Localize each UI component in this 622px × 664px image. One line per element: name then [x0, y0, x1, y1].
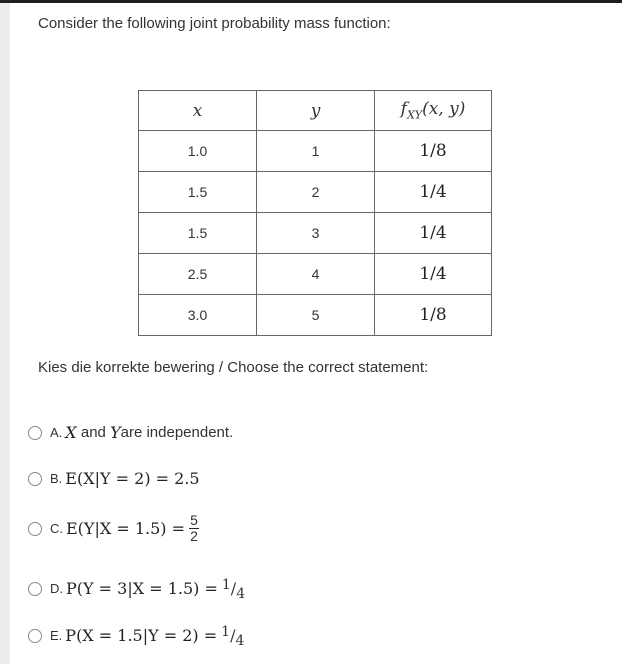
option-c-numerator: 5 — [190, 512, 198, 528]
option-a[interactable] — [28, 423, 233, 442]
option-c-letter: C. — [50, 521, 63, 536]
cell-y: 3 — [257, 213, 375, 254]
cell-y: 1 — [257, 131, 375, 172]
cell-y: 5 — [257, 295, 375, 336]
cell-prob: 1/8 — [375, 131, 492, 172]
option-a-tail: are independent. — [120, 424, 234, 441]
option-a-var-y: Y — [110, 423, 121, 442]
option-c-expression: E(Y|X = 1.5) = — [66, 519, 186, 538]
option-e[interactable] — [28, 624, 245, 649]
table-row — [139, 254, 492, 295]
option-e-numerator: 1 — [221, 624, 231, 640]
header-f: f — [400, 99, 407, 120]
cell-x: 1.5 — [139, 172, 257, 213]
cell-x: 2.5 — [139, 254, 257, 295]
pmf-table — [138, 90, 492, 336]
cell-x: 1.5 — [139, 213, 257, 254]
cell-prob: 1/4 — [375, 213, 492, 254]
option-c[interactable] — [28, 513, 199, 544]
option-a-var-x: X — [65, 423, 77, 442]
table-header-row — [139, 91, 492, 131]
option-d[interactable] — [28, 577, 246, 602]
option-b-letter: B. — [50, 471, 63, 486]
cell-prob: 1/4 — [375, 254, 492, 295]
header-f-subscript: XY — [406, 108, 423, 122]
header-y: y — [257, 91, 375, 131]
cell-prob: 1/4 — [375, 172, 492, 213]
option-c-radio[interactable] — [28, 522, 42, 536]
option-e-slash: / — [230, 626, 236, 645]
cell-y: 4 — [257, 254, 375, 295]
table-row — [139, 213, 492, 254]
left-gutter — [0, 3, 10, 664]
option-d-denominator: 4 — [236, 586, 246, 602]
question-text: Consider the following joint probability mass function: — [38, 15, 391, 32]
table-row — [139, 295, 492, 336]
option-a-radio[interactable] — [28, 426, 42, 440]
cell-prob: 1/8 — [375, 295, 492, 336]
cell-x: 3.0 — [139, 295, 257, 336]
header-f-args: (x, y) — [422, 99, 466, 120]
option-a-letter: A. — [50, 425, 63, 440]
option-b-radio[interactable] — [28, 472, 42, 486]
header-fxy — [375, 91, 492, 131]
instruction-text: Kies die korrekte bewering / Choose the correct statement: — [38, 359, 429, 376]
option-d-slash: / — [230, 579, 237, 598]
option-d-radio[interactable] — [28, 582, 42, 596]
option-a-and: and — [76, 424, 111, 441]
option-e-radio[interactable] — [28, 629, 42, 643]
option-b[interactable] — [28, 469, 200, 488]
header-x: x — [139, 91, 257, 131]
table-row — [139, 131, 492, 172]
option-d-letter: D. — [50, 581, 63, 596]
option-e-letter: E. — [50, 628, 63, 643]
top-border — [0, 0, 622, 3]
cell-x: 1.0 — [139, 131, 257, 172]
option-c-fraction — [189, 513, 199, 544]
option-d-numerator: 1 — [221, 577, 231, 593]
option-e-expression: P(X = 1.5|Y = 2) = — [65, 626, 218, 645]
option-e-fraction — [221, 624, 245, 649]
option-d-fraction — [221, 577, 246, 602]
option-d-expression: P(Y = 3|X = 1.5) = — [66, 579, 218, 598]
option-e-denominator: 4 — [235, 633, 245, 649]
cell-y: 2 — [257, 172, 375, 213]
option-b-expression: E(X|Y = 2) = 2.5 — [65, 469, 200, 488]
option-c-denominator: 2 — [190, 528, 198, 544]
table-row — [139, 172, 492, 213]
